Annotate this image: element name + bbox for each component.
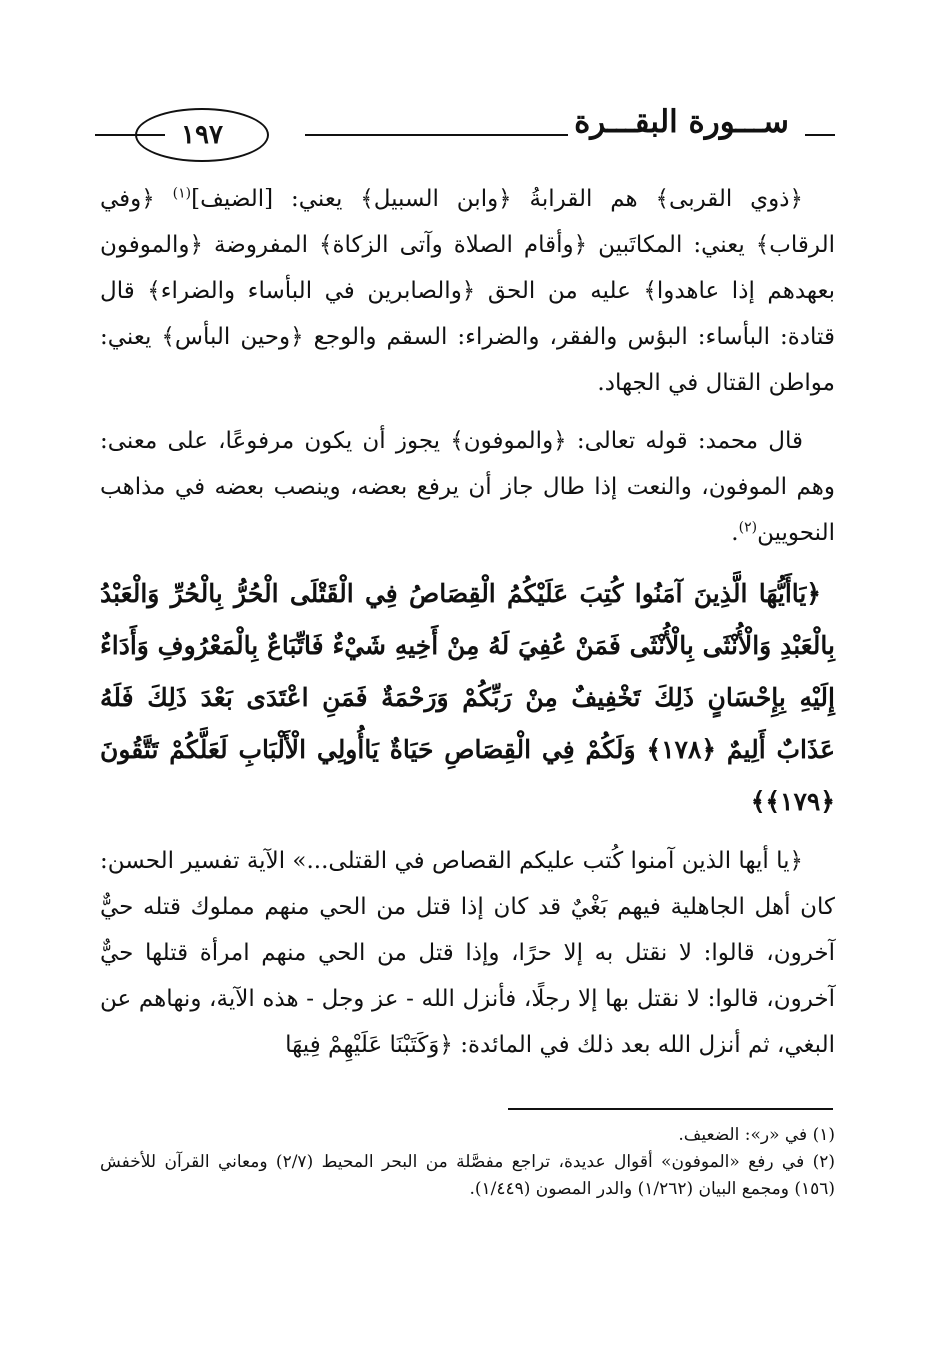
- footnote-ref-2: (٢): [738, 519, 758, 536]
- footnote-2: (٢) في رفع «الموفون» أقوال عديدة، تراجع مفصَّلة من البحر المحيط (٢/٧) ومعاني القرآن للأخفش (١٥٦) ومجمع البيان (١/٢٦٢) والدر المصون (١/٤٤٩).: [100, 1152, 836, 1199]
- paragraph-3: ﴿يا أيها الذين آمنوا كُتب عليكم القصاص في القتلى...» الآية تفسير الحسن: كان أهل الجاهلية فيهم بَغْيٌ قد كان إذا قتل من الحي منهم مملوك قتله حيٌّ آخرون، قالوا: لا نقتل به إلا حرًا، وإذا قتل من الحي منهم امرأة قتلها حيٌّ آخرون، قالوا: لا نقتل بها إلا رجلًا، فأنزل الله - عز وجل - هذه الآية، ونهاهم عن البغي، ثم أنزل الله بعد ذلك في المائدة: ﴿وَكَتَبْنَا عَلَيْهِمْ فِيهَا: [100, 848, 835, 1058]
- paragraph-1-rest: ﴿وفي الرقاب﴾ يعني: المكاتَبين ﴿وأقام الصلاة وآتى الزكاة﴾ المفروضة ﴿والموفون بعهدهم إذا عاهدوا﴾ عليه من الحق ﴿والصابرين في البأساء والضراء﴾ قال قتادة: البأساء: البؤس والفقر، والضراء: السقم والوجع ﴿وحين البأس﴾ يعني: مواطن القتال في الجهاد.: [100, 186, 835, 396]
- header-rule-right: [805, 134, 835, 136]
- quran-verses: ﴿يَاأَيُّهَا الَّذِينَ آمَنُوا كُتِبَ عَلَيْكُمُ الْقِصَاصُ فِي الْقَتْلَى الْحُرُّ بِالْحُرِّ وَالْعَبْدُ بِالْعَبْدِ وَالْأُنْثَى بِالْأُنْثَى فَمَنْ عُفِيَ لَهُ مِنْ أَخِيهِ شَيْءٌ فَاتِّبَاعٌ بِالْمَعْرُوفِ وَأَدَاءٌ إِلَيْهِ بِإِحْسَانٍ ذَلِكَ تَخْفِيفٌ مِنْ رَبِّكُمْ وَرَحْمَةٌ فَمَنِ اعْتَدَى بَعْدَ ذَلِكَ فَلَهُ عَذَابٌ أَلِيمٌ ﴿١٧٨﴾ وَلَكُمْ فِي الْقِصَاصِ حَيَاةٌ يَاأُولِي الْأَلْبَابِ لَعَلَّكُمْ تَتَّقُونَ ﴿١٧٩﴾﴾: [100, 579, 835, 816]
- surah-title: ســـورة البقـــرة: [568, 104, 795, 140]
- paragraph-1-text: ﴿ذوي القربى﴾ هم القرابةُ ﴿وابن السبيل﴾ يعني: [الضيف]: [191, 186, 804, 212]
- page-number: ١٩٧: [135, 108, 269, 162]
- paragraph-2: [100, 418, 835, 556]
- paragraph-1: [100, 176, 835, 406]
- paragraph-2-text: قال محمد: قوله تعالى: ﴿والموفون﴾ يجوز أن يكون مرفوعًا، على معنى: وهم الموفون، والنعت إذا طال جاز أن يرفع بعضه، وينصب بعضه في مذاهب النحويين: [100, 428, 835, 546]
- footnote-1: (١) في «ر»: الضعيف.: [678, 1125, 835, 1145]
- footnote-ref-1: (١): [172, 185, 192, 202]
- page-header: [95, 100, 835, 164]
- paragraph-2-end: .: [731, 520, 739, 546]
- main-text: [100, 176, 835, 1080]
- footnote-separator: [508, 1108, 833, 1110]
- footnotes: [100, 1122, 835, 1203]
